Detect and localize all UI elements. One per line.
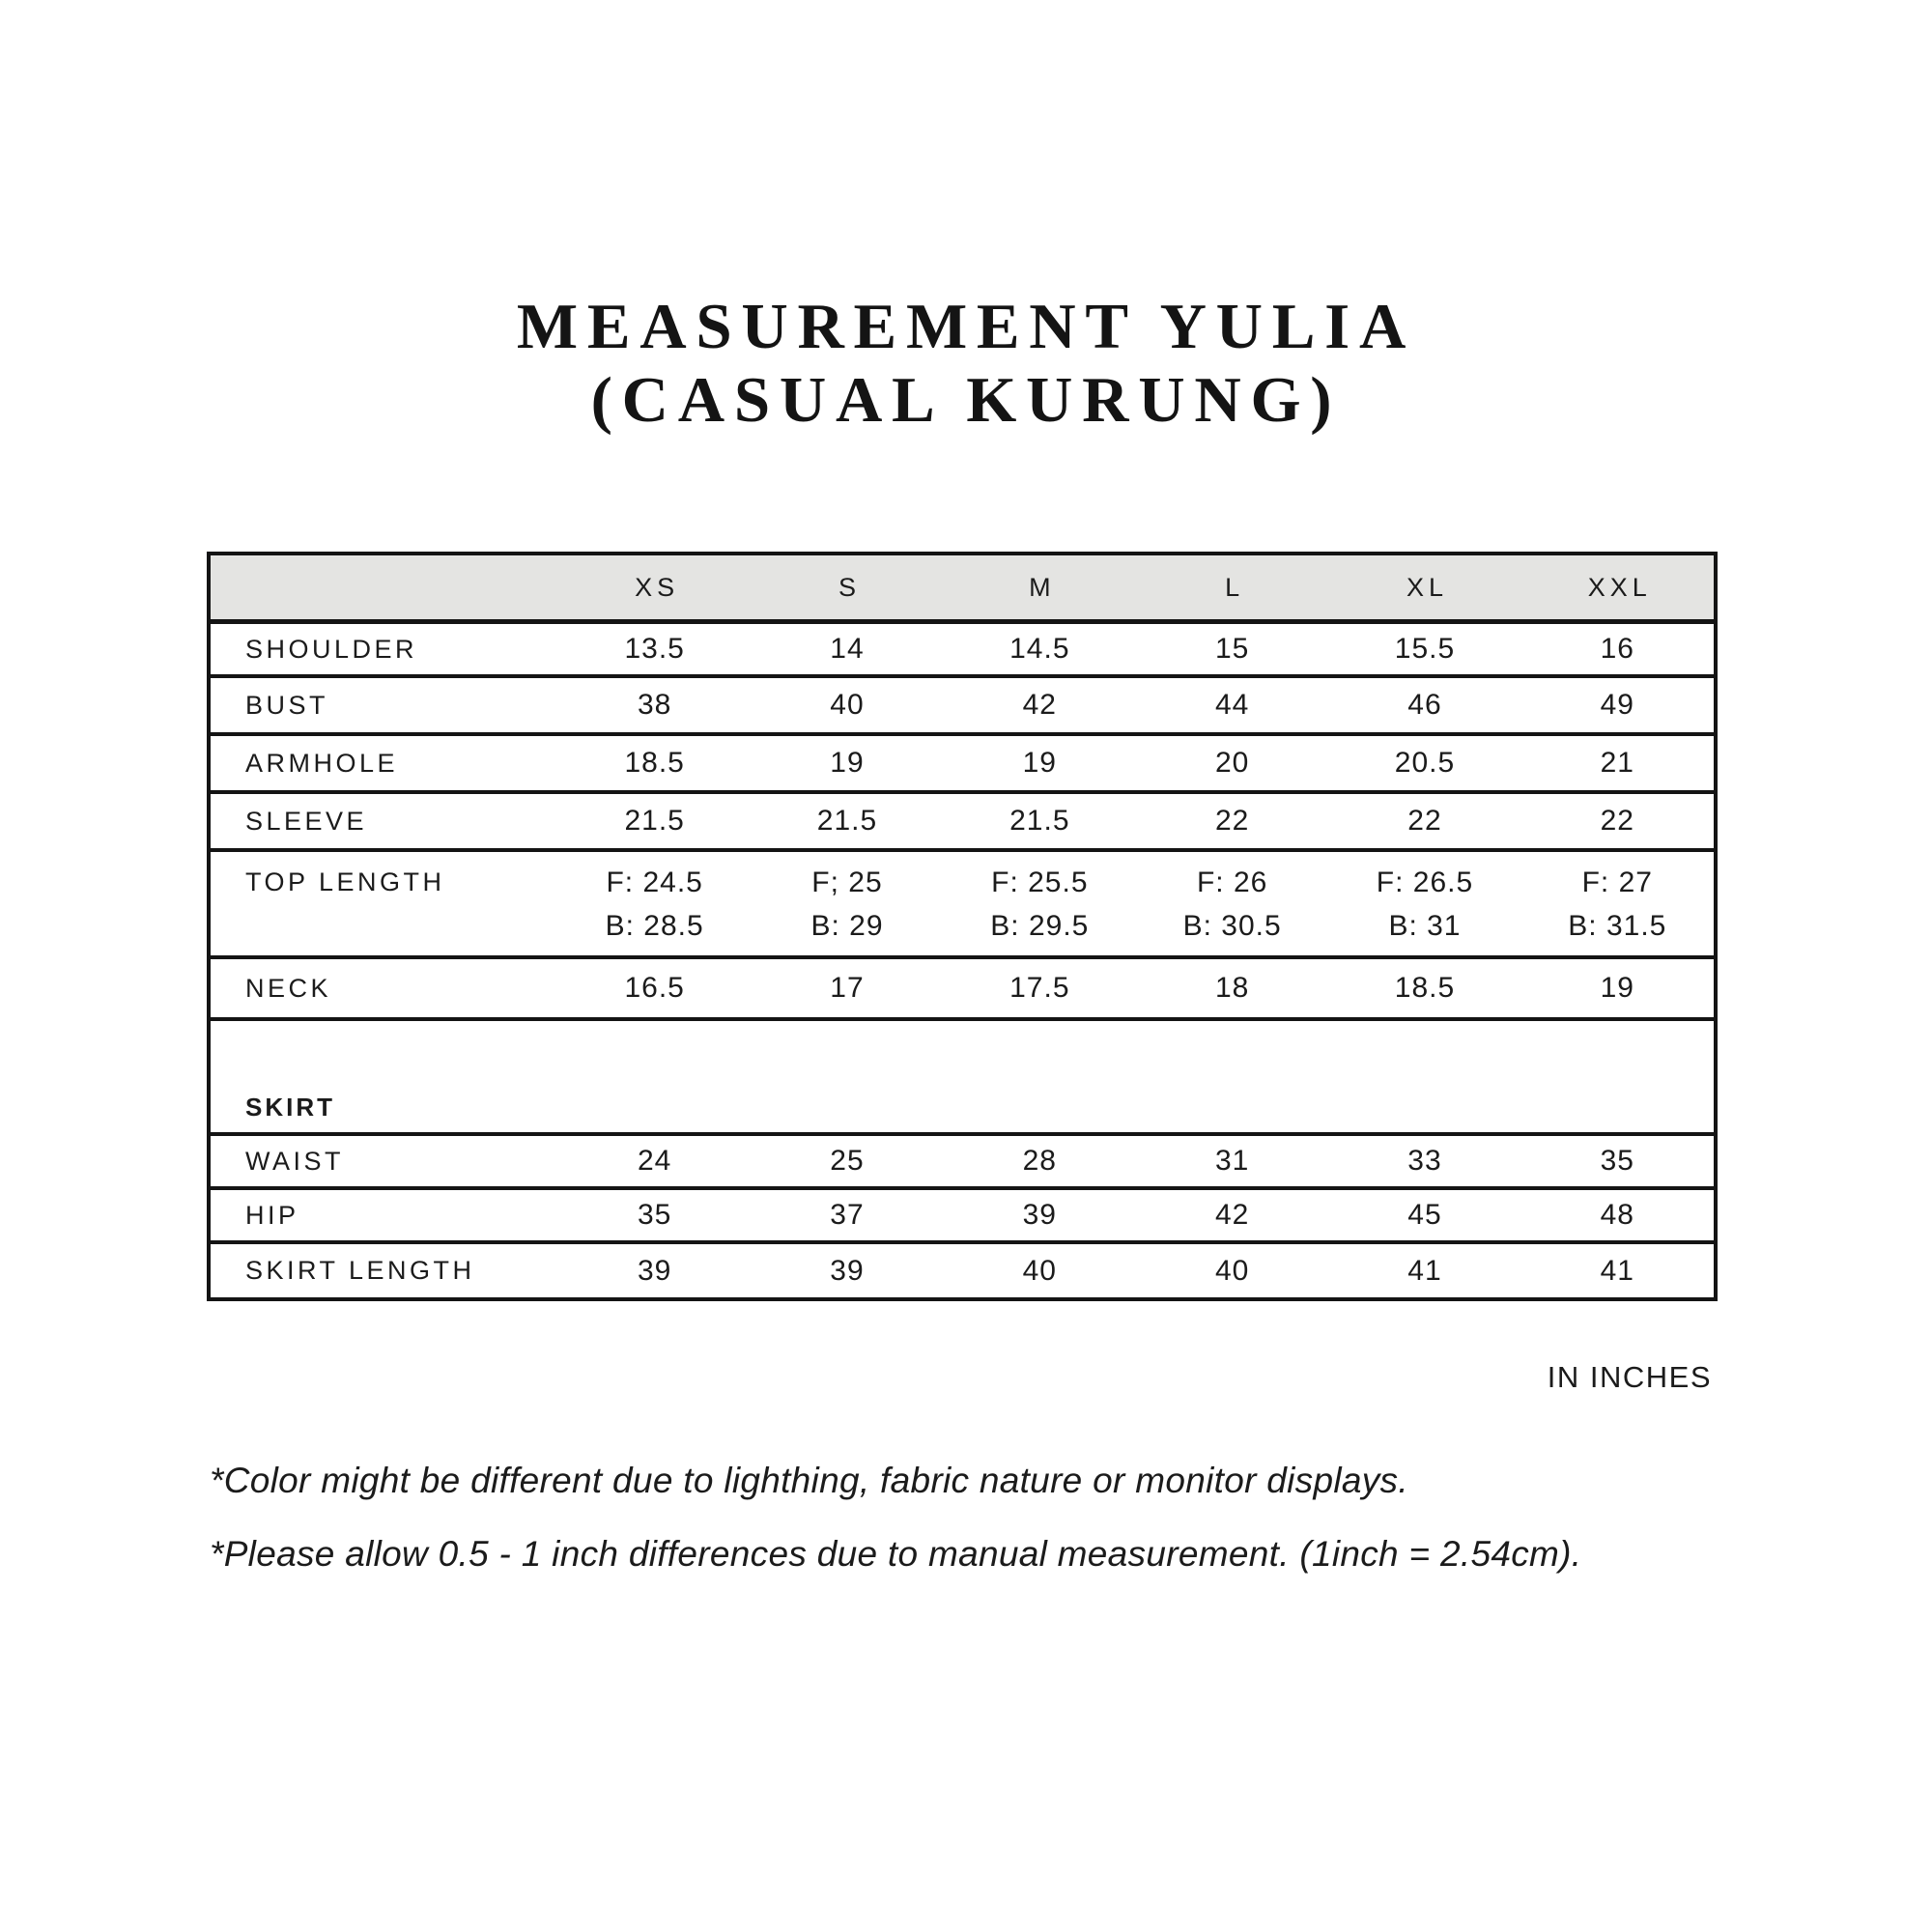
measurement-value: [1521, 1190, 1714, 1240]
measurement-table: [207, 552, 1718, 1301]
measurement-value: [1328, 959, 1520, 1017]
measurement-value: [1328, 1244, 1520, 1297]
measurement-value: [1136, 1136, 1328, 1186]
row-label: SLEEVE: [245, 806, 368, 836]
measurement-value: [1521, 794, 1714, 848]
unit-note: IN INCHES: [1547, 1360, 1712, 1394]
measurement-value: [1136, 1244, 1328, 1297]
table-row: [211, 794, 1714, 852]
measurement-value: [944, 1021, 1136, 1132]
measurement-value: [1328, 1190, 1520, 1240]
measurement-value-line: 41: [1407, 1254, 1442, 1287]
measurement-value: [944, 1190, 1136, 1240]
measurement-value: [1328, 736, 1520, 790]
row-label: ARMHOLE: [245, 748, 399, 778]
measurement-value: [1328, 852, 1520, 955]
measurement-value: [751, 1021, 943, 1132]
measurement-value-line: 21.5: [1009, 805, 1070, 837]
measurement-value: [1328, 1021, 1520, 1132]
measurement-value: [1521, 1021, 1714, 1132]
row-label: TOP LENGTH: [245, 867, 445, 896]
measurement-value: [558, 624, 751, 674]
measurement-value-line: 14.5: [1009, 633, 1070, 665]
column-header: M: [1029, 572, 1056, 602]
measurement-value: [944, 1136, 1136, 1186]
row-label: BUST: [245, 690, 329, 720]
measurement-value: [558, 959, 751, 1017]
table-row: [211, 736, 1714, 794]
footnote-measurement: *Please allow 0.5 - 1 inch differences due to manual measurement. (1inch = 2.54cm).: [210, 1534, 1582, 1574]
size-chart-body: [211, 624, 1714, 1297]
measurement-value: [751, 678, 943, 732]
measurement-value-line: 19: [830, 747, 865, 779]
measurement-value: [944, 794, 1136, 848]
measurement-value-line: 46: [1407, 689, 1442, 721]
measurement-value: [558, 736, 751, 790]
footnotes: [210, 1461, 1852, 1607]
measurement-value: [1136, 1190, 1328, 1240]
measurement-value: [1328, 678, 1520, 732]
measurement-value: [558, 1244, 751, 1297]
measurement-value: [1136, 852, 1328, 955]
measurement-value-line: F: 26: [1196, 867, 1268, 899]
table-row: [211, 624, 1714, 678]
header-empty-cell: [211, 555, 558, 619]
measurement-value-line: 39: [637, 1254, 672, 1287]
measurement-value: [1521, 736, 1714, 790]
table-row: [211, 852, 1714, 959]
column-header: S: [838, 572, 861, 602]
table-row: [211, 959, 1714, 1021]
table-row: [211, 1136, 1714, 1190]
measurement-value-line: 22: [1214, 805, 1250, 837]
measurement-value-line: 40: [830, 689, 865, 721]
measurement-value: [1521, 678, 1714, 732]
measurement-value-line: 25: [830, 1145, 865, 1177]
measurement-value-line: B: 31: [1388, 909, 1462, 942]
measurement-value-line: 21: [1600, 747, 1634, 779]
measurement-value-line: 35: [637, 1199, 672, 1231]
measurement-value: [751, 852, 943, 955]
footnote-color: *Color might be different due to lighthing, fabric nature or monitor displays.: [210, 1461, 1408, 1500]
measurement-value: [558, 678, 751, 732]
measurement-value-line: 38: [637, 689, 672, 721]
measurement-value-line: 39: [1022, 1199, 1057, 1231]
measurement-value: [944, 678, 1136, 732]
measurement-value-line: B: 29: [810, 909, 884, 942]
measurement-value-line: 13.5: [624, 633, 685, 665]
table-row: [211, 1190, 1714, 1244]
measurement-value-line: 17.5: [1009, 972, 1070, 1004]
measurement-value-line: 49: [1600, 689, 1634, 721]
measurement-value: [944, 1244, 1136, 1297]
measurement-value-line: F: 25.5: [991, 867, 1089, 899]
measurement-value-line: F: 24.5: [606, 867, 703, 899]
measurement-value: [558, 1021, 751, 1132]
measurement-value: [558, 794, 751, 848]
measurement-value: [1521, 1244, 1714, 1297]
measurement-value-line: 21.5: [816, 805, 878, 837]
measurement-value-line: 37: [830, 1199, 865, 1231]
measurement-value-line: 48: [1600, 1199, 1634, 1231]
measurement-value-line: F: 27: [1581, 867, 1653, 899]
measurement-value-line: 24: [637, 1145, 672, 1177]
measurement-value: [1328, 624, 1520, 674]
measurement-value: [1521, 1136, 1714, 1186]
row-label: NECK: [245, 973, 332, 1003]
measurement-value: [1521, 852, 1714, 955]
measurement-value-line: 16.5: [624, 972, 685, 1004]
measurement-value-line: 16: [1600, 633, 1634, 665]
column-header: L: [1225, 572, 1245, 602]
size-chart-header-row: [211, 555, 1714, 624]
measurement-value-line: 45: [1407, 1199, 1442, 1231]
measurement-value: [751, 736, 943, 790]
row-label: SKIRT: [245, 1093, 335, 1122]
measurement-value: [751, 1190, 943, 1240]
page-title-line1: MEASUREMENT YULIA: [516, 291, 1416, 362]
measurement-value: [1136, 736, 1328, 790]
measurement-value: [1521, 624, 1714, 674]
measurement-value: [944, 736, 1136, 790]
measurement-value-line: 35: [1600, 1145, 1634, 1177]
measurement-value-line: F; 25: [811, 867, 883, 899]
measurement-value-line: B: 30.5: [1182, 909, 1282, 942]
measurement-value: [1136, 624, 1328, 674]
measurement-value: [1328, 1136, 1520, 1186]
measurement-value-line: B: 29.5: [990, 909, 1090, 942]
measurement-value-line: 21.5: [624, 805, 685, 837]
column-header: XS: [635, 572, 680, 602]
measurement-value-line: B: 31.5: [1568, 909, 1667, 942]
measurement-value: [1521, 959, 1714, 1017]
row-label: SKIRT LENGTH: [245, 1256, 475, 1285]
measurement-value-line: 33: [1407, 1145, 1442, 1177]
measurement-value-line: 20.5: [1394, 747, 1456, 779]
measurement-value: [751, 1244, 943, 1297]
measurement-value-line: 31: [1214, 1145, 1250, 1177]
measurement-value: [558, 1190, 751, 1240]
row-label: HIP: [245, 1200, 299, 1230]
measurement-value-line: 18.5: [1394, 972, 1456, 1004]
table-row: [211, 678, 1714, 736]
measurement-value-line: 15: [1214, 633, 1250, 665]
measurement-value-line: 15.5: [1394, 633, 1456, 665]
measurement-value-line: 28: [1022, 1145, 1057, 1177]
measurement-value-line: 19: [1022, 747, 1057, 779]
row-label: WAIST: [245, 1146, 344, 1176]
measurement-value: [944, 959, 1136, 1017]
measurement-value-line: 39: [830, 1254, 865, 1287]
measurement-value: [1136, 794, 1328, 848]
measurement-value: [751, 794, 943, 848]
measurement-value: [558, 1136, 751, 1186]
page-title-line2: (CASUAL KURUNG): [590, 364, 1342, 437]
measurement-value: [1136, 1021, 1328, 1132]
measurement-value-line: 41: [1600, 1254, 1634, 1287]
column-header: XL: [1406, 572, 1448, 602]
measurement-value-line: 40: [1022, 1254, 1057, 1287]
column-header: XXL: [1587, 572, 1652, 602]
measurement-value-line: 19: [1600, 972, 1634, 1004]
measurement-value-line: B: 28.5: [605, 909, 704, 942]
row-label: SHOULDER: [245, 634, 418, 664]
measurement-value-line: 42: [1022, 689, 1057, 721]
measurement-value-line: 14: [830, 633, 865, 665]
measurement-value-line: 22: [1600, 805, 1634, 837]
measurement-value: [944, 624, 1136, 674]
measurement-value-line: 18: [1214, 972, 1250, 1004]
measurement-value: [751, 624, 943, 674]
measurement-value-line: 17: [830, 972, 865, 1004]
measurement-value: [1328, 794, 1520, 848]
measurement-value-line: 22: [1407, 805, 1442, 837]
measurement-value-line: 44: [1214, 689, 1250, 721]
measurement-value: [1136, 678, 1328, 732]
table-row: [211, 1021, 1714, 1136]
measurement-value-line: 18.5: [624, 747, 685, 779]
measurement-value: [944, 852, 1136, 955]
measurement-value: [751, 959, 943, 1017]
table-row: [211, 1244, 1714, 1297]
measurement-value: [1136, 959, 1328, 1017]
measurement-value-line: 42: [1214, 1199, 1250, 1231]
measurement-value-line: 20: [1214, 747, 1250, 779]
measurement-value: [751, 1136, 943, 1186]
page-title: [0, 290, 1932, 438]
measurement-value: [558, 852, 751, 955]
measurement-value-line: F: 26.5: [1376, 867, 1474, 899]
measurement-value-line: 40: [1214, 1254, 1250, 1287]
